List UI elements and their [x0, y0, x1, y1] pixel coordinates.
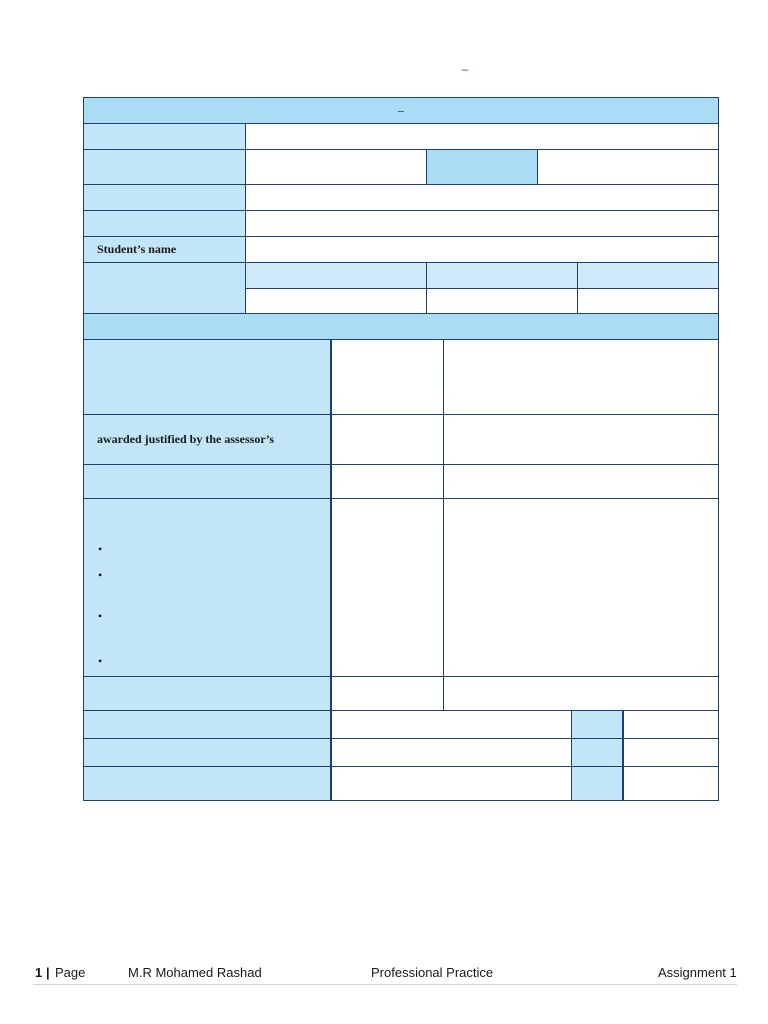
awarded-justified-label — [83, 414, 332, 465]
sign-value-2[interactable] — [331, 738, 572, 767]
student-name-field[interactable] — [245, 236, 719, 263]
subheader-a — [245, 262, 427, 289]
assignment-label: Assignment 1 — [658, 965, 737, 980]
row-value-3[interactable] — [245, 184, 719, 211]
date-label-2 — [571, 738, 624, 767]
subvalue-c[interactable] — [577, 288, 719, 314]
criteria-comment-5[interactable] — [443, 676, 719, 711]
subheader-c — [577, 262, 719, 289]
criteria-grade-1[interactable] — [331, 339, 444, 415]
bullet-item-4: • — [98, 654, 103, 668]
date-value-1[interactable] — [623, 710, 719, 739]
page-separator: | — [46, 965, 50, 980]
subheader-b — [426, 262, 578, 289]
page-number: 1 — [35, 965, 43, 980]
course-name: Professional Practice — [371, 965, 494, 980]
awarded-grade[interactable] — [331, 414, 444, 465]
date-label-1 — [571, 710, 624, 739]
awarded-comment[interactable] — [443, 414, 719, 465]
row-value-1[interactable] — [245, 123, 719, 150]
page-label: Page — [55, 965, 86, 980]
row-value-4[interactable] — [245, 210, 719, 237]
criteria-label-5 — [83, 676, 332, 711]
row-value-2a[interactable] — [245, 149, 427, 185]
student-name-label-text: Student’s name — [97, 242, 177, 256]
date-label-3 — [571, 766, 624, 801]
criteria-label-1 — [83, 339, 332, 415]
row-label-6 — [83, 262, 246, 314]
criteria-grade-3[interactable] — [331, 464, 444, 499]
bullet-item-2: • — [98, 568, 103, 582]
sign-value-3[interactable] — [331, 766, 572, 801]
row-label-3 — [83, 184, 246, 211]
top-link[interactable]: – — [461, 62, 469, 76]
bullet-item-1: • — [98, 542, 103, 556]
student-name-label — [83, 236, 246, 263]
date-value-2[interactable] — [623, 738, 719, 767]
section-header — [83, 313, 719, 340]
criteria-comment-1[interactable] — [443, 339, 719, 415]
row-label-4 — [83, 210, 246, 237]
bullet-item-3: • — [98, 609, 103, 623]
bullet-comment[interactable] — [443, 498, 719, 677]
bullet-list-cell — [83, 498, 332, 677]
date-value-3[interactable] — [623, 766, 719, 801]
form-header — [83, 97, 719, 124]
subvalue-a[interactable] — [245, 288, 427, 314]
criteria-grade-5[interactable] — [331, 676, 444, 711]
row-label-2 — [83, 149, 246, 185]
subvalue-b[interactable] — [426, 288, 578, 314]
sign-label-2 — [83, 738, 332, 767]
awarded-justified-text: awarded justified by the assessor’s — [97, 432, 275, 446]
row-value-2b[interactable] — [537, 149, 719, 185]
criteria-comment-3[interactable] — [443, 464, 719, 499]
sign-label-3 — [83, 766, 332, 801]
page-footer — [33, 962, 737, 985]
form-header-mark: – — [398, 103, 404, 117]
row-label-1 — [83, 123, 246, 150]
bullet-grade[interactable] — [331, 498, 444, 677]
sign-label-1 — [83, 710, 332, 739]
author-name: M.R Mohamed Rashad — [128, 965, 262, 980]
criteria-label-3 — [83, 464, 332, 499]
row-label-2b — [426, 149, 538, 185]
assessment-form — [83, 97, 719, 801]
sign-value-1[interactable] — [331, 710, 572, 739]
